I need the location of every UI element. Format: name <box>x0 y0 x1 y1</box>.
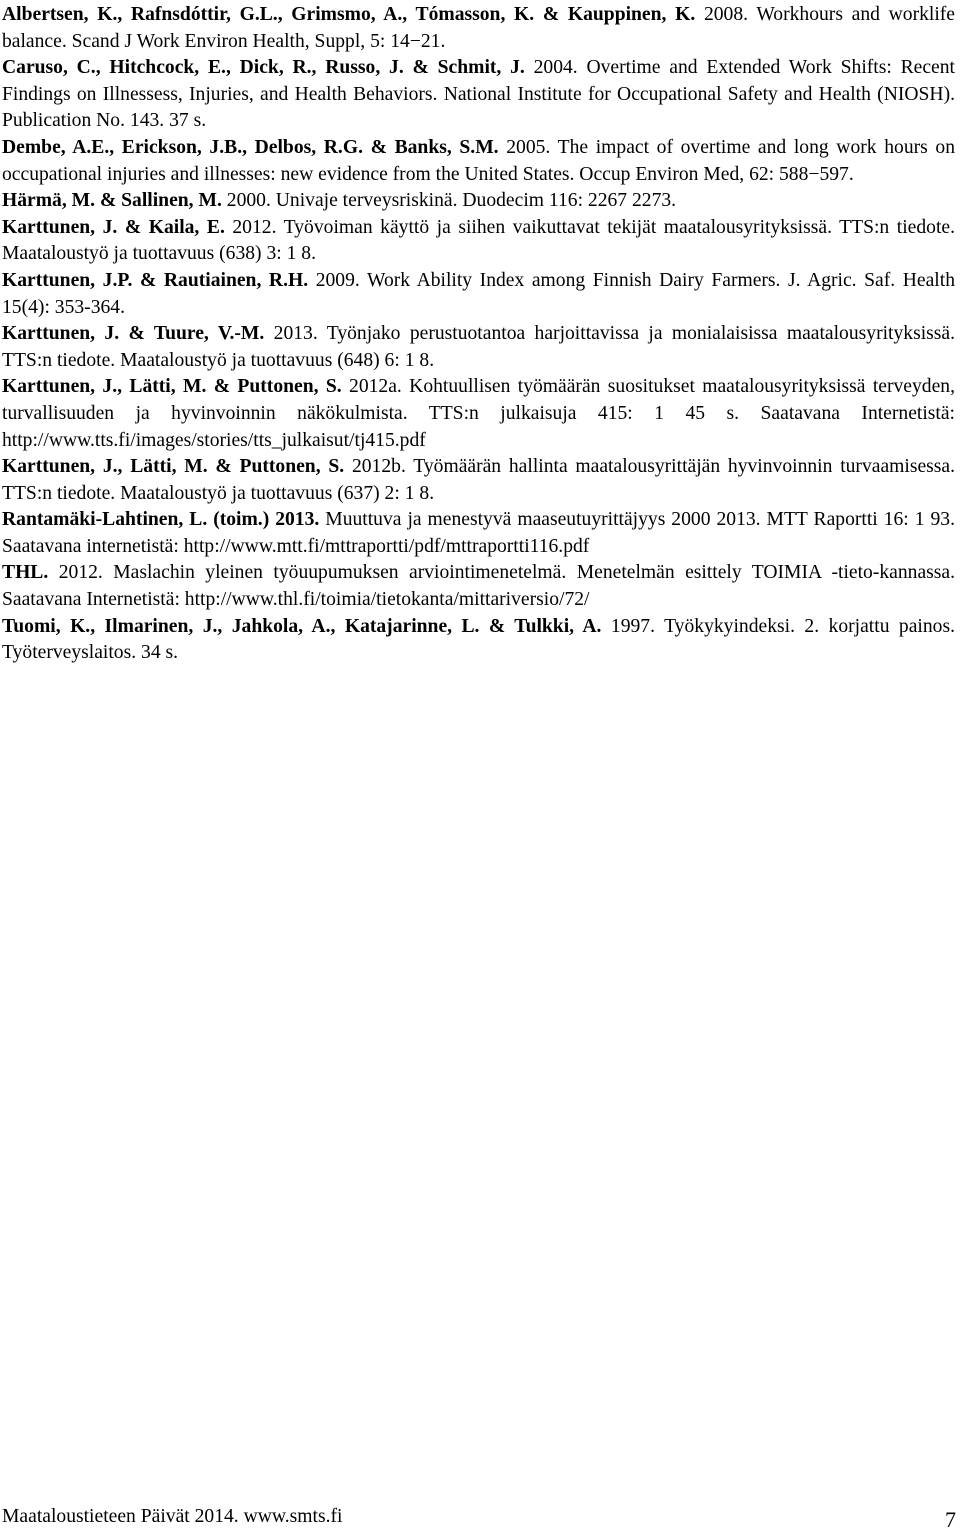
reference-entry <box>2 321 955 374</box>
reference-authors: Albertsen, K., Rafnsdóttir, G.L., Grimsmo, A., Tómasson, K. & Kauppinen, K. <box>2 4 696 25</box>
footer-source: Maataloustieteen Päivät 2014. www.smts.fi <box>2 1506 343 1527</box>
reference-entry <box>2 614 955 667</box>
reference-authors: Karttunen, J., Lätti, M. & Puttonen, S. <box>2 456 345 478</box>
reference-authors: Dembe, A.E., Erickson, J.B., Delbos, R.G. & Banks, S.M. <box>2 136 499 158</box>
reference-details: 2005. The impact of overtime and long work hours on occupational injuries and illnesses: new evidence from the United States. Occup Environ Med, 62: 588−597. <box>2 136 955 185</box>
reference-authors: Caruso, C., Hitchcock, E., Dick, R., Russo, J. & Schmit, J. <box>2 57 525 79</box>
reference-details: 2000. Univaje terveysriskinä. Duodecim 116: 2267 2273. <box>221 190 677 212</box>
reference-details: 1997. Työkykyindeksi. 2. korjattu painos. Työterveyslaitos. 34 s. <box>2 615 955 664</box>
reference-authors: Tuomi, K., Ilmarinen, J., Jahkola, A., Katajarinne, L. & Tulkki, A. <box>2 615 602 637</box>
reference-entry <box>2 215 955 268</box>
reference-authors: Karttunen, J. & Tuure, V.-M. <box>2 323 265 345</box>
reference-details: 2008. Workhours and worklife balance. Scand J Work Environ Health, Suppl, 5: 14−21. <box>2 4 955 52</box>
reference-details: 2009. Work Ability Index among Finnish Dairy Farmers. J. Agric. Saf. Health 15(4): 353-364. <box>2 269 955 318</box>
reference-entry <box>2 560 955 613</box>
reference-details: 2013. Työnjako perustuotantoa harjoittavissa ja monialaisissa maatalousyrityksissä. TTS:n tiedote. Maataloustyö ja tuottavuus (648) 6: 1 8. <box>2 323 955 371</box>
reference-entry <box>2 188 955 215</box>
reference-details: 2012. Työvoiman käyttö ja siihen vaikuttavat tekijät maatalousyrityksissä. TTS:n tiedote. Maataloustyö ja tuottavuus (638) 3: 1 8. <box>2 216 955 265</box>
reference-entry <box>2 374 955 454</box>
reference-details: 2012b. Työmäärän hallinta maatalousyrittäjän hyvinvoinnin turvaamisessa. TTS:n tiedote. Maataloustyö ja tuottavuus (637) 2: 1 8. <box>2 456 955 504</box>
page-number: 7 <box>945 1507 956 1532</box>
reference-authors: Härmä, M. & Sallinen, M. <box>2 190 222 212</box>
reference-authors: THL. <box>2 562 49 584</box>
reference-authors: Karttunen, J. & Kaila, E. <box>2 216 225 238</box>
reference-authors: Karttunen, J., Lätti, M. & Puttonen, S. <box>2 376 342 398</box>
reference-details: 2004. Overtime and Extended Work Shifts: Recent Findings on Illnessess, Injuries, and Health Behaviors. National Institute for Occupational Safety and Health (NIOSH). Publication No. 143. 37 s. <box>2 57 955 132</box>
reference-entry <box>2 454 955 507</box>
reference-details: 2012. Maslachin yleinen työuupumuksen arviointimenetelmä. Menetelmän esittely TOIMIA -tieto-kannassa. Saatavana Internetistä: http://www.thl.fi/toimia/tietokanta/mittariversio/72/ <box>2 562 955 611</box>
reference-authors: Karttunen, J.P. & Rautiainen, R.H. <box>2 269 309 291</box>
reference-entry <box>2 507 955 560</box>
reference-authors: Rantamäki-Lahtinen, L. (toim.) 2013. <box>2 509 320 531</box>
reference-entry <box>2 135 955 188</box>
reference-entry <box>2 268 955 321</box>
reference-details: Muuttuva ja menestyvä maaseutuyrittäjyys 2000 2013. MTT Raportti 16: 1 93. Saatavana internetistä: http://www.mtt.fi/mttraportti/pdf/mttraportti116.pdf <box>2 509 955 557</box>
reference-entry <box>2 2 955 55</box>
reference-entry <box>2 55 955 135</box>
reference-details: 2012a. Kohtuullisen työmäärän suositukset maatalousyrityksissä terveyden, turvallisuuden ja hyvinvoinnin näkökulmista. TTS:n julkaisuja 415: 1 45 s. Saatavana Internetistä: http://www.tts.fi/images/stories/tts_julkaisut/tj415.pdf <box>2 376 955 451</box>
reference-list <box>2 2 955 667</box>
